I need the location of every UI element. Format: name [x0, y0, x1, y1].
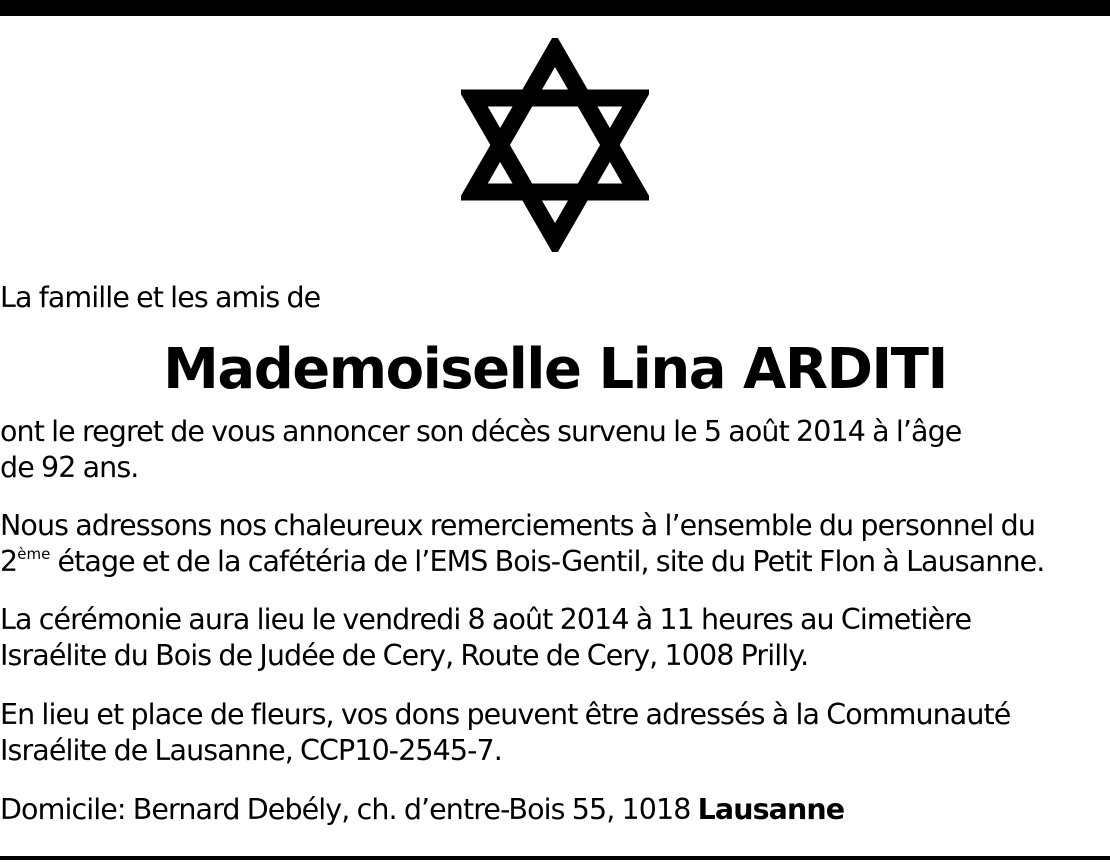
ceremony-paragraph: [0, 602, 1110, 674]
thanks-paragraph: [0, 508, 1110, 580]
announcement-line-1: ont le regret de vous annoncer son décès survenu le 5 août 2014 à l’âge: [0, 415, 962, 448]
top-border-rule: [0, 0, 1110, 16]
domicile-city: Lausanne: [697, 793, 845, 826]
floor-number: 2: [0, 545, 18, 578]
thanks-line-2: [0, 544, 1110, 580]
announcement-line-2: de 92 ans.: [0, 451, 139, 484]
intro-text: La famille et les amis de: [0, 281, 321, 314]
ceremony-line-1: La cérémonie aura lieu le vendredi 8 août 2014 à 11 heures au Cimetière: [0, 603, 972, 636]
ceremony-line-2: Israélite du Bois de Judée de Cery, Route de Cery, 1008 Prilly.: [0, 639, 809, 672]
star-downward-triangle: [473, 98, 637, 240]
domicile-line: [0, 792, 1110, 828]
donations-line-2: Israélite de Lausanne, CCP10-2545-7.: [0, 734, 502, 767]
deceased-name: Mademoiselle Lina ARDITI: [163, 337, 947, 402]
donations-line-1: En lieu et place de fleurs, vos dons peuvent être adressés à la Communauté: [0, 698, 1011, 731]
thanks-line-2-text: étage et de la cafétéria de l’EMS Bois-Gentil, site du Petit Flon à Lausanne.: [50, 545, 1045, 578]
star-upward-triangle: [473, 50, 637, 192]
floor-suffix: ème: [17, 545, 51, 563]
thanks-line-1: Nous adressons nos chaleureux remerciements à l’ensemble du personnel du: [0, 509, 1036, 542]
announcement-paragraph: [0, 414, 1110, 486]
domicile-address: Domicile: Bernard Debély, ch. d’entre-Bois 55, 1018: [0, 793, 698, 826]
star-of-david-icon: [461, 38, 649, 252]
bottom-border-rule: [0, 856, 1110, 860]
donations-paragraph: [0, 697, 1110, 769]
